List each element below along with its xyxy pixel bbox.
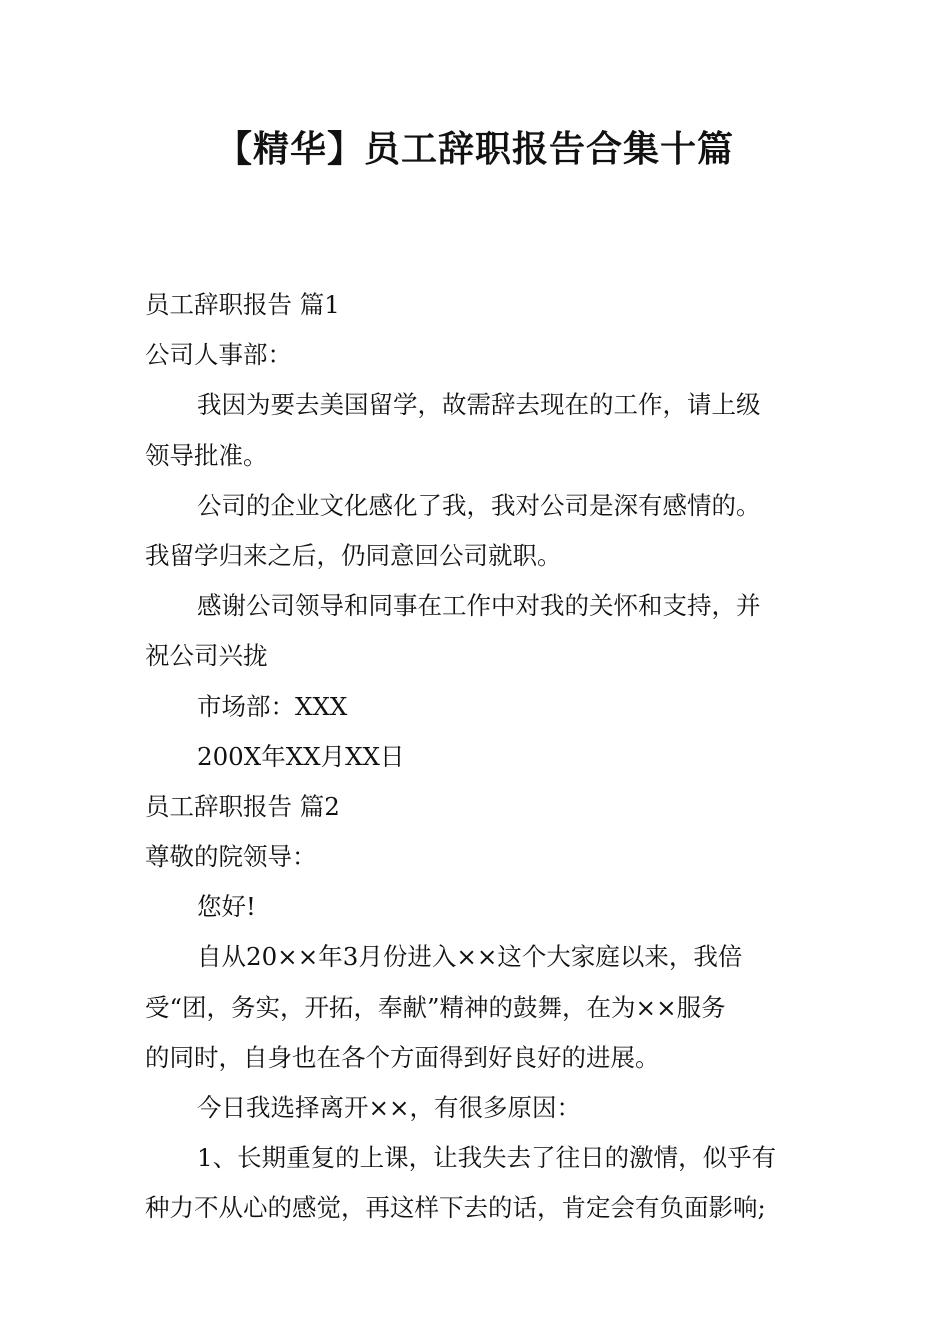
body-line: 领导批准。 <box>145 440 268 470</box>
body-line: 祝公司兴拢 <box>145 641 268 671</box>
body-line: 受“团，务实，开拓，奉献”精神的鼓舞，在为××服务 <box>145 992 726 1022</box>
body-line: 1、长期重复的上课，让我失去了往日的激情，似乎有 <box>197 1143 777 1173</box>
body-line: 种力不从心的感觉，再这样下去的话，肯定会有负面影响; <box>145 1193 766 1223</box>
body-line: 今日我选择离开××，有很多原因： <box>197 1093 582 1122</box>
document-body <box>145 280 810 1234</box>
body-line: 感谢公司领导和同事在工作中对我的关怀和支持，并 <box>197 591 761 621</box>
body-line: 员工辞职报告 篇1 <box>145 290 340 319</box>
body-line: 自从20××年3月份进入××这个大家庭以来，我倍 <box>197 942 743 972</box>
body-line: 员工辞职报告 篇2 <box>145 791 340 821</box>
body-line: 公司的企业文化感化了我，我对公司是深有感情的。 <box>197 490 761 520</box>
body-line: 的同时，自身也在各个方面得到好良好的进展。 <box>145 1042 660 1072</box>
body-line: 200X年XX月XX日 <box>197 741 405 771</box>
body-line: 您好! <box>197 892 256 922</box>
body-line: 我留学归来之后，仍同意回公司就职。 <box>145 540 562 570</box>
body-line: 我因为要去美国留学，故需辞去现在的工作，请上级 <box>197 390 761 420</box>
body-line: 市场部：XXX <box>197 691 348 721</box>
body-line: 尊敬的院领导： <box>145 842 317 872</box>
body-line: 公司人事部： <box>145 340 292 370</box>
document-title: 【精华】员工辞职报告合集十篇 <box>215 129 734 170</box>
